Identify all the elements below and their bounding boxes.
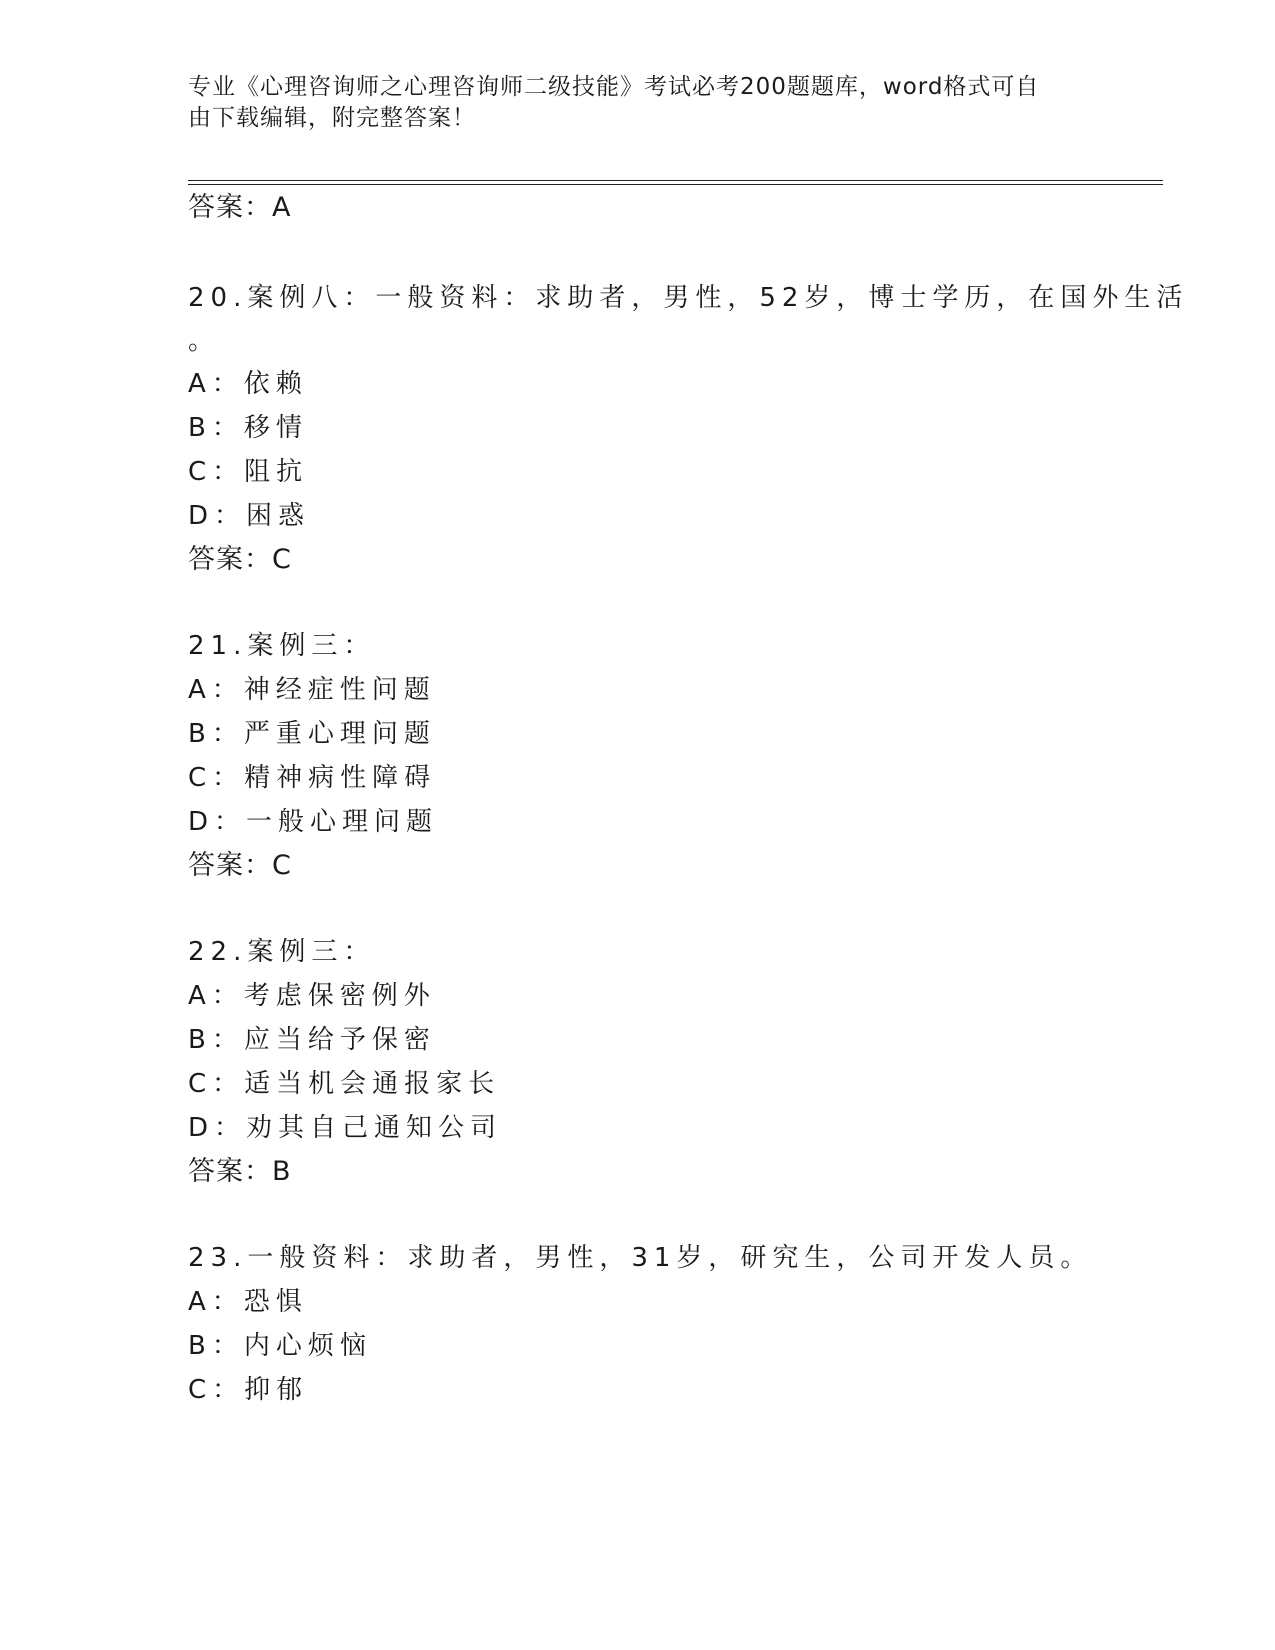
question-23-stem: 23.一般资料：求助者，男性，31岁，研究生，公司开发人员。 [188,1243,1093,1273]
question-22-option-a: A：考虑保密例外 [188,981,436,1011]
question-20-stem-cont: 。 [188,326,221,356]
question-22-option-c: C：适当机会通报家长 [188,1069,501,1099]
question-21-option-a: A：神经症性问题 [188,675,436,705]
header-line-1: 专业《心理咨询师之心理咨询师二级技能》考试必考200题题库，word格式可自 [188,74,1040,100]
document-header [188,72,1088,134]
question-21-answer: 答案：C [188,850,292,881]
question-20-stem: 20.案例八：一般资料：求助者，男性，52岁，博士学历，在国外生活 [188,283,1189,313]
question-22-option-b: B：应当给予保密 [188,1025,436,1055]
question-23-option-b: B：内心烦恼 [188,1331,372,1361]
question-20-option-c: C：阻抗 [188,457,309,487]
answer-previous: 答案：A [188,192,292,223]
question-21-option-b: B：严重心理问题 [188,719,436,749]
question-23-option-c: C：抑郁 [188,1375,309,1405]
question-20-option-b: B：移情 [188,413,308,443]
question-22-answer: 答案：B [188,1156,292,1187]
question-21-stem: 21.案例三： [188,631,376,661]
question-22-stem: 22.案例三： [188,937,376,967]
question-21-option-d: D：一般心理问题 [188,807,439,837]
header-divider-top [188,180,1163,181]
question-23-option-a: A：恐惧 [188,1287,308,1317]
question-20-answer: 答案：C [188,544,292,575]
question-20-option-d: D：困惑 [188,501,311,531]
question-20-option-a: A：依赖 [188,369,308,399]
question-22-option-d: D：劝其自己通知公司 [188,1113,503,1143]
header-divider-bottom [188,184,1163,185]
question-21-option-c: C：精神病性障碍 [188,763,437,793]
header-line-2: 由下载编辑，附完整答案！ [188,105,476,131]
